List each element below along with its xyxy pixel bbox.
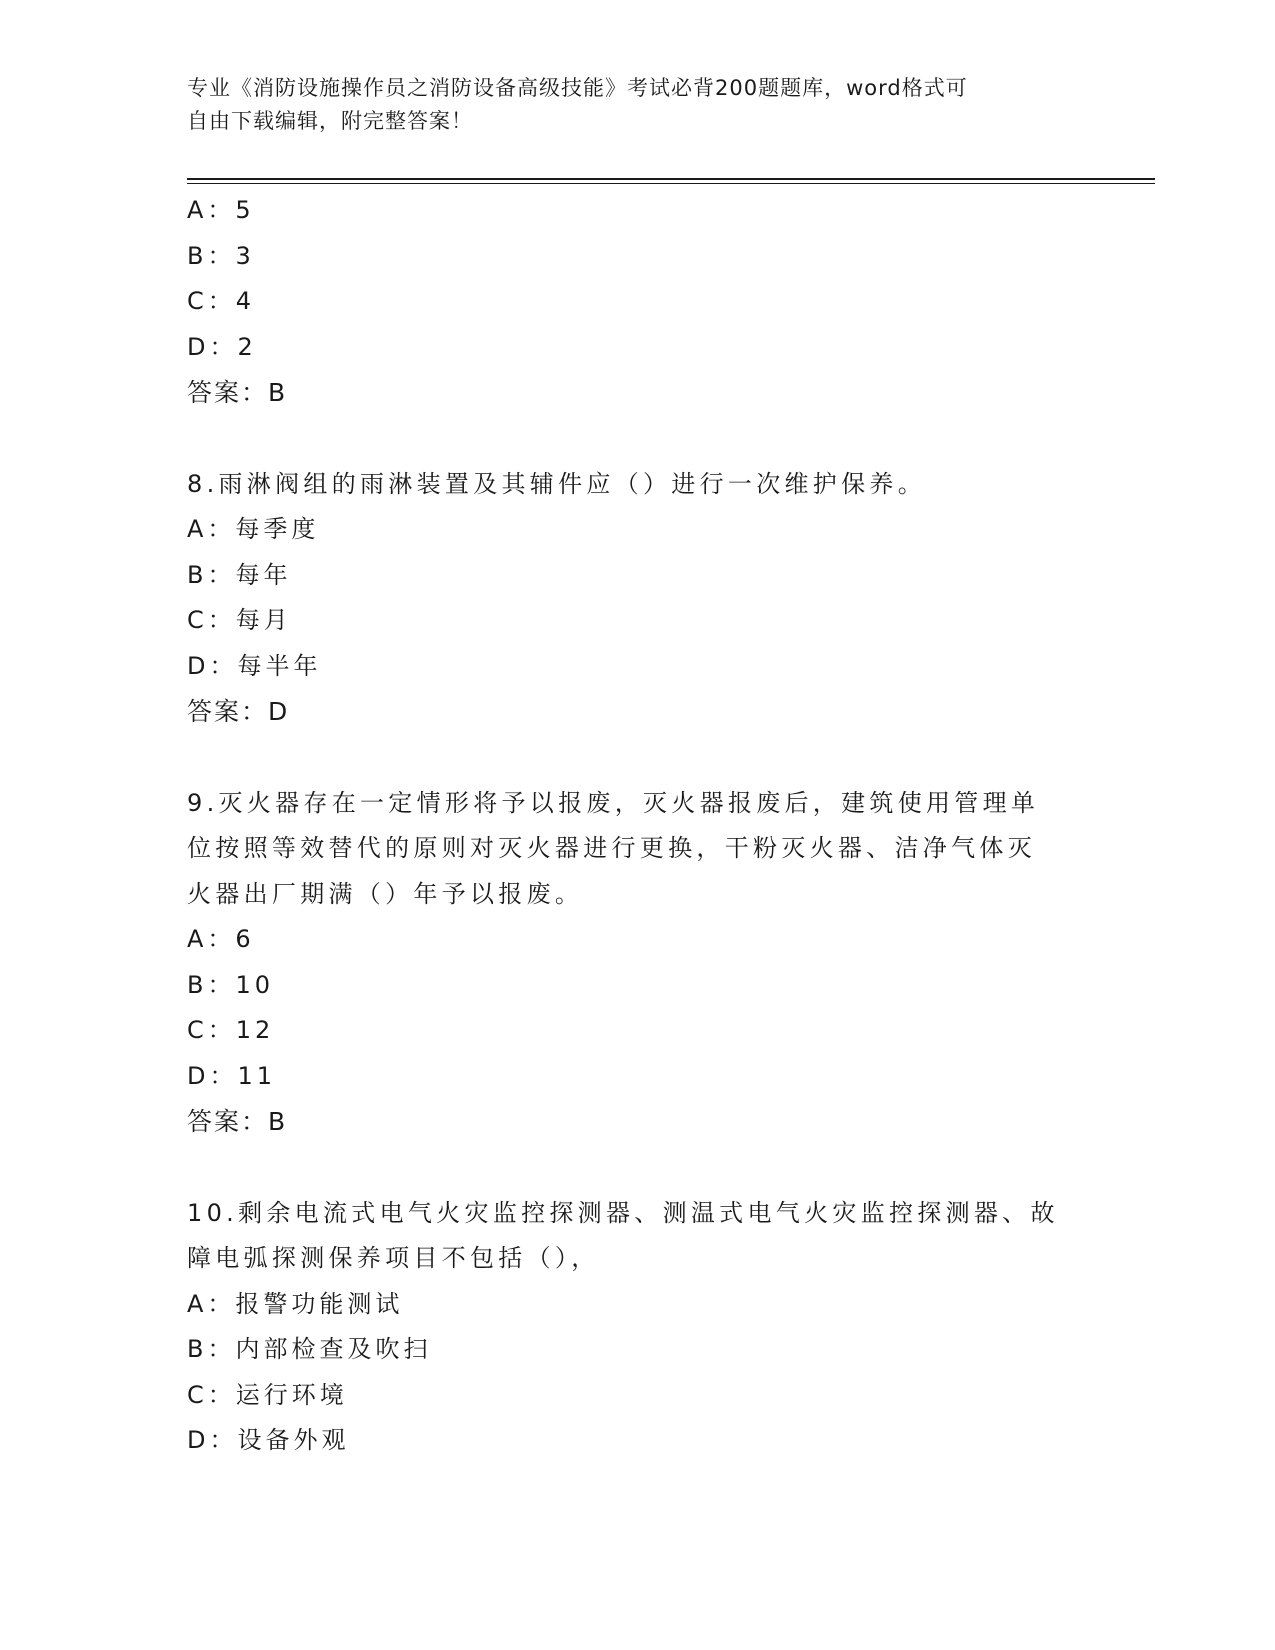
question-text-line-2: 位按照等效替代的原则对灭火器进行更换，干粉灭火器、洁净气体灭 <box>187 834 1036 862</box>
question-block-7 <box>187 188 1087 416</box>
option-d: D：2 <box>187 332 257 361</box>
option-c: C：4 <box>187 287 256 315</box>
option-a: A：5 <box>187 196 255 224</box>
option-b: B：每年 <box>187 560 292 589</box>
question-block-9 <box>187 781 1087 1145</box>
option-a: A：6 <box>187 925 255 953</box>
document-body <box>187 188 1087 1464</box>
option-b: B：3 <box>187 241 255 270</box>
question-text-line-1: 10.剩余电流式电气火灾监控探测器、测温式电气火灾监控探测器、故 <box>187 1198 1059 1227</box>
document-header <box>187 72 1067 138</box>
answer: 答案：D <box>187 697 290 726</box>
header-divider-thick <box>187 178 1155 180</box>
answer: 答案：B <box>187 378 288 407</box>
option-b: B：10 <box>187 970 275 999</box>
header-line-1: 专业《消防设施操作员之消防设备高级技能》考试必背200题题库，word格式可 <box>187 76 968 100</box>
option-d: D：每半年 <box>187 651 322 680</box>
question-block-8 <box>187 462 1087 735</box>
option-c: C：12 <box>187 1016 275 1044</box>
header-line-2: 自由下载编辑，附完整答案！ <box>187 109 473 133</box>
question-text-line-3: 火器出厂期满（）年予以报废。 <box>187 879 584 908</box>
option-c: C：每月 <box>187 606 292 634</box>
question-text: 8.雨淋阀组的雨淋装置及其辅件应（）进行一次维护保养。 <box>187 469 926 498</box>
option-d: D：设备外观 <box>187 1426 350 1454</box>
header-divider-thin <box>187 183 1155 184</box>
option-b: B：内部检查及吹扫 <box>187 1335 432 1363</box>
question-text-line-2: 障电弧探测保养项目不包括（）， <box>187 1244 600 1272</box>
option-d: D：11 <box>187 1061 277 1090</box>
option-a: A：每季度 <box>187 515 320 543</box>
option-a: A：报警功能测试 <box>187 1289 404 1318</box>
option-c: C：运行环境 <box>187 1380 348 1409</box>
question-text-line-1: 9.灭火器存在一定情形将予以报废，灭火器报废后，建筑使用管理单 <box>187 788 1040 817</box>
question-block-10 <box>187 1191 1087 1464</box>
answer: 答案：B <box>187 1107 288 1136</box>
